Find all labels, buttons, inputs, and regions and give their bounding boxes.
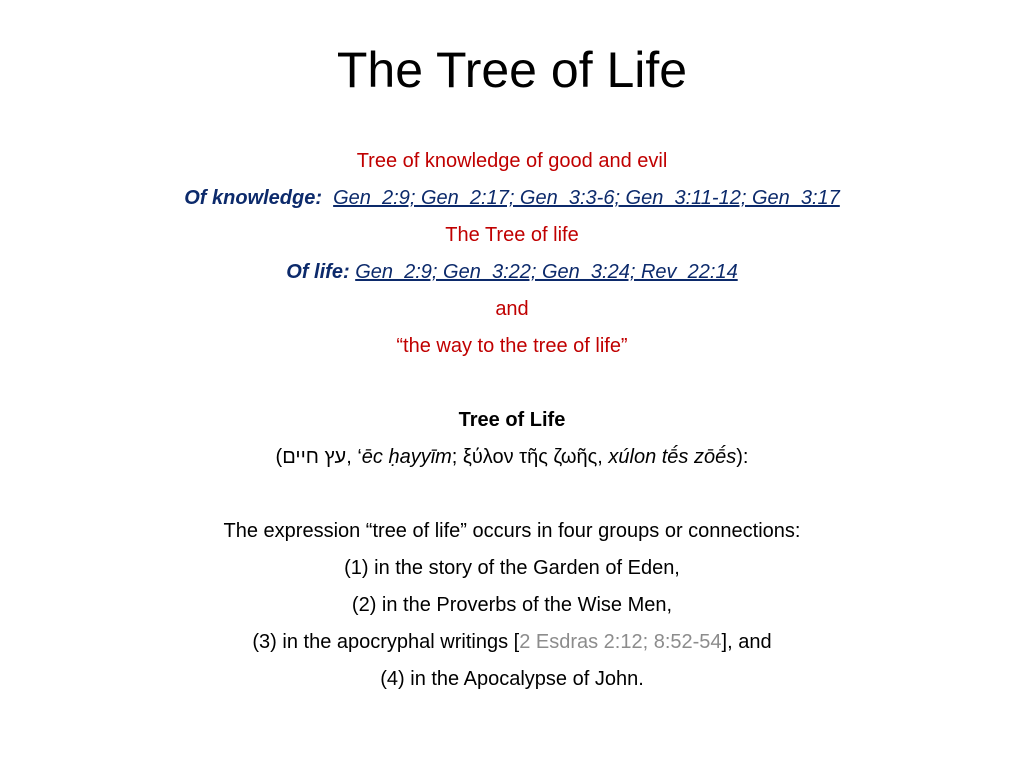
knowledge-references-link[interactable]: Gen_2:9; Gen_2:17; Gen_3:3-6; Gen_3:11-12; Gen_3:17 (333, 187, 840, 209)
hebrew-term: עץ חיים (282, 446, 347, 468)
tree-of-life-heading: Tree of Life (458, 409, 566, 431)
esdras-reference: 2 Esdras 2:12; 8:52-54 (519, 631, 722, 653)
knowledge-tree-heading: Tree of knowledge of good and evil (356, 150, 668, 172)
spacer (40, 476, 984, 513)
group-item-3-before: (3) in the apocryphal writings [ (252, 631, 520, 653)
group-item-2: (2) in the Proverbs of the Wise Men, (351, 594, 673, 616)
knowledge-references-line (40, 180, 984, 217)
slide-title: The Tree of Life (336, 42, 688, 98)
knowledge-label: Of knowledge: (184, 187, 322, 209)
group-item-3-after: ], and (721, 631, 772, 653)
life-references-link[interactable]: Gen_2:9; Gen_3:22; Gen_3:24; Rev_22:14 (355, 261, 738, 283)
and-text: and (495, 298, 529, 320)
etymology-separator-1: , ‘ (346, 446, 362, 468)
group-item-3 (40, 624, 984, 661)
life-tree-heading: The Tree of life (445, 224, 579, 246)
etymology-open: ( (275, 446, 283, 468)
group-item-4: (4) in the Apocalypse of John. (380, 668, 644, 690)
etymology-close: ): (736, 446, 749, 468)
spacer (40, 365, 984, 402)
groups-intro: The expression “tree of life” occurs in four groups or connections: (223, 520, 801, 542)
hebrew-transliteration: ēc ḥayyīm (361, 446, 452, 468)
greek-transliteration: xúlon tḗs zōḗs (608, 446, 737, 468)
greek-term: ; ξύλον τῆς ζωῆς, (451, 446, 609, 468)
slide-body (40, 143, 984, 698)
etymology-line (40, 439, 984, 476)
life-label: Of life: (286, 261, 350, 283)
life-references-line (40, 254, 984, 291)
way-to-tree-quote: “the way to the tree of life” (396, 335, 628, 357)
group-item-1: (1) in the story of the Garden of Eden, (344, 557, 680, 579)
